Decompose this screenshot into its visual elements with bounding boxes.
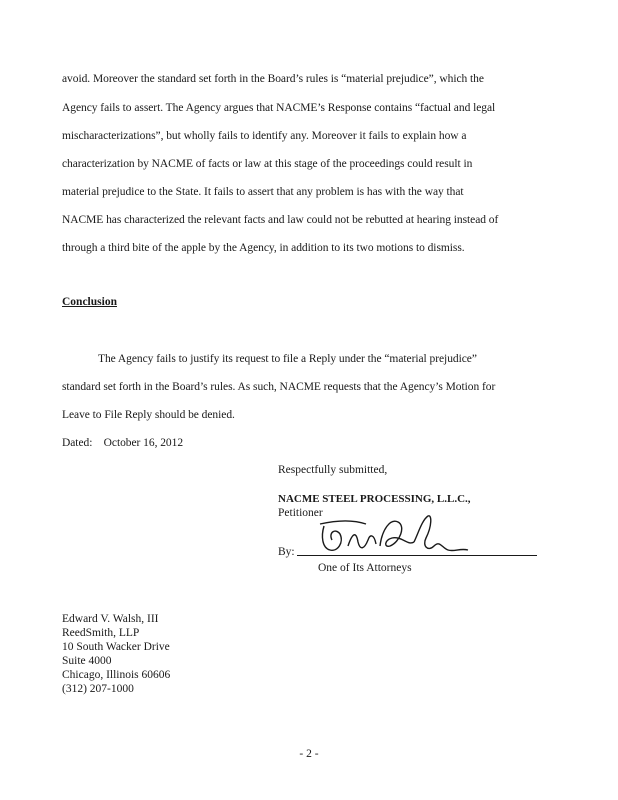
closing-text: Respectfully submitted, — [278, 464, 388, 476]
handwritten-signature-icon — [318, 512, 478, 556]
attorney-contact — [62, 612, 170, 696]
contact-line: Chicago, Illinois 60606 — [62, 669, 171, 681]
attorney-caption: One of Its Attorneys — [318, 562, 412, 574]
firm-name: NACME STEEL PROCESSING, L.L.C., — [278, 493, 471, 505]
body-line: NACME has characterized the relevant facts and law could not be rebutted at hearing instead of — [62, 214, 499, 226]
body-line: avoid. Moreover the standard set forth in the Board’s rules is “material prejudice”, which the — [62, 73, 484, 85]
page-number: - 2 - — [299, 748, 319, 760]
body-line: characterization by NACME of facts or law at this stage of the proceedings could result in — [62, 158, 473, 170]
dated-line: Dated: October 16, 2012 — [62, 437, 184, 449]
body-line: material prejudice to the State. It fails to assert that any problem is has with the way that — [62, 186, 464, 198]
conclusion-heading: Conclusion — [62, 296, 117, 308]
body-line: mischaracterizations”, but wholly fails to identify any. Moreover it fails to explain how a — [62, 130, 467, 142]
contact-line: Suite 4000 — [62, 655, 112, 667]
by-label: By: — [278, 546, 295, 558]
signature-line — [297, 555, 537, 556]
contact-line: Edward V. Walsh, III — [62, 613, 159, 625]
conclusion-line: The Agency fails to justify its request to file a Reply under the “material prejudice” — [98, 353, 477, 365]
contact-line: (312) 207-1000 — [62, 683, 134, 695]
body-line: through a third bite of the apple by the Agency, in addition to its two motions to dismiss. — [62, 242, 465, 254]
contact-line: ReedSmith, LLP — [62, 627, 140, 639]
body-line: Agency fails to assert. The Agency argues that NACME’s Response contains “factual and legal — [62, 102, 496, 114]
firm-role: Petitioner — [278, 507, 323, 519]
conclusion-line: Leave to File Reply should be denied. — [62, 409, 235, 421]
conclusion-line: standard set forth in the Board’s rules. As such, NACME requests that the Agency’s Motion for — [62, 381, 496, 393]
contact-line: 10 South Wacker Drive — [62, 641, 170, 653]
